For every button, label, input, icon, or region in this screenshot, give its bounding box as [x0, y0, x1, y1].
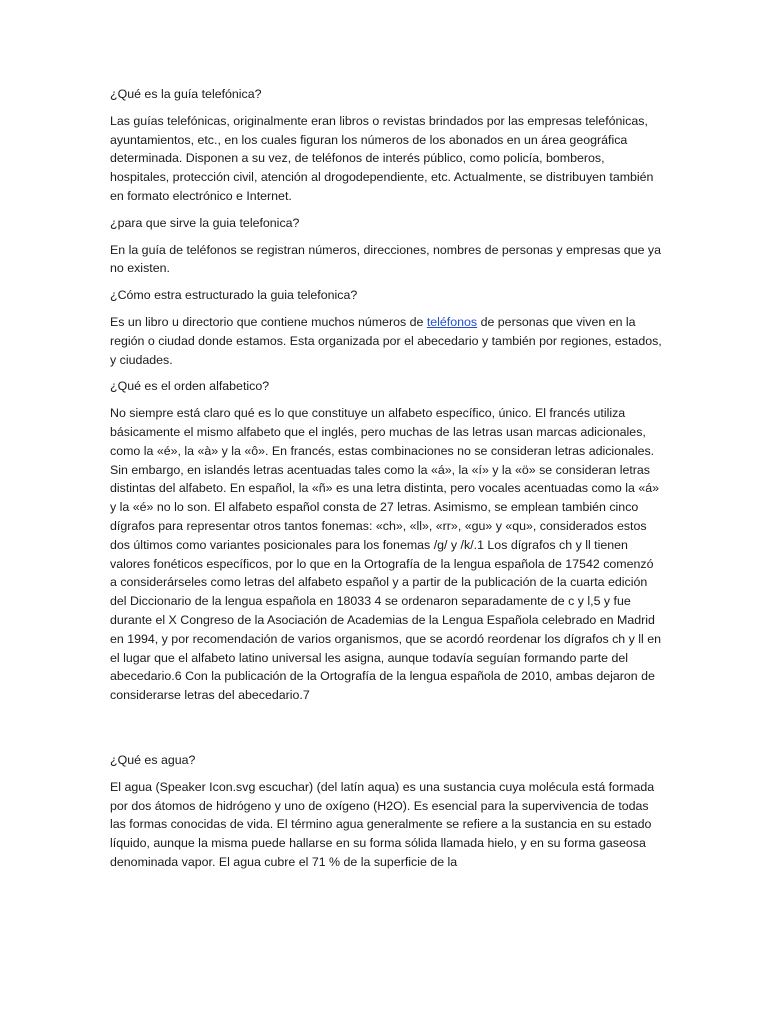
paragraph-guia-telefonica: Las guías telefónicas, originalmente eran libros o revistas brindados por las empresas telefónicas, ayuntamientos, etc., en los cuales figuran los números de los abonados en un área geográfica determinada. Disponen a su vez, de teléfonos de interés público, como policía, bomberos, hospitales, protección civil, atención al drogodependiente, etc. Actualmente, se distribuyen también en formato electrónico e Internet.: [110, 113, 654, 203]
heading-que-es-agua: ¿Qué es agua?: [110, 752, 196, 767]
telefonos-link[interactable]: teléfonos: [426, 314, 478, 329]
paragraph-orden-alfabetico: No siempre está claro qué es lo que constituye un alfabeto específico, único. El francés utiliza básicamente el mismo alfabeto que el inglés, pero muchas de las letras usan marcas adicionales, como la «é», la «à» y la «ô». En francés, estas combinaciones no se consideran letras adicionales. Sin embargo, en islandés letras acentuadas tales como la «á», la «í» y la «ö» se consideran letras distintas del alfabeto. En español, la «ñ» es una letra distinta, pero vocales acentuadas como la «á» y la «é» no lo son. El alfabeto español consta de 27 letras. Asimismo, se emplean también cinco dígrafos para representar otros tantos fonemas: «ch», «ll», «rr», «gu» y «qu», considerados estos dos últimos como variantes posicionales para los fonemas /g/ y /k/.1 Los dígrafos ch y ll tienen valores fonéticos específicos, por lo que en la Ortografía de la lengua española de 17542 comenzó a considerárseles como letras del alfabeto español y a partir de la publicación de la cuarta edición del Diccionario de la lengua española en 18033 4 se ordenaron separadamente de c y l,5 y fue durante el X Congreso de la Asociación de Academias de la Lengua Española celebrado en Madrid en 1994, y por recomendación de varios organismos, que se acordó reordenar los dígrafos ch y ll en el lugar que el alfabeto latino universal les asigna, aunque todavía seguían formando parte del abecedario.6 Con la publicación de la Ortografía de la lengua española de 2010, ambas dejaron de considerarse letras del abecedario.7: [110, 406, 662, 703]
paragraph-text-after-link: de personas que viven en la región o ciudad donde estamos. Esta organizada por el abecedario y también por regiones, estados, y ciudades.: [110, 314, 662, 367]
paragraph-que-es-agua: El agua (Speaker Icon.svg escuchar) (del latín aqua) es una sustancia cuya molécula está formada por dos átomos de hidrógeno y uno de oxígeno (H2O). Es esencial para la supervivencia de todas las formas conocidas de vida. El término agua generalmente se refiere a la sustancia en su estado líquido, aunque la misma puede hallarse en su forma sólida llamada hielo, y en su forma gaseosa denominada vapor. El agua cubre el 71 % de la superficie de la: [110, 779, 655, 869]
heading-guia-telefonica: ¿Qué es la guía telefónica?: [110, 87, 262, 101]
document-page: [110, 85, 662, 880]
paragraph-text-before-link: Es un libro u directorio que contiene muchos números de: [110, 314, 427, 329]
heading-como-esta-estructurado: ¿Cómo estra estructurado la guia telefonica?: [110, 288, 358, 303]
paragraph-como-esta-estructurado: [110, 313, 662, 369]
heading-orden-alfabetico: ¿Qué es el orden alfabetico?: [110, 379, 270, 394]
heading-para-que-sirve: ¿para que sirve la guia telefonica?: [110, 215, 300, 230]
paragraph-para-que-sirve: En la guía de teléfonos se registran números, direcciones, nombres de personas y empresas que ya no existen.: [110, 242, 662, 276]
